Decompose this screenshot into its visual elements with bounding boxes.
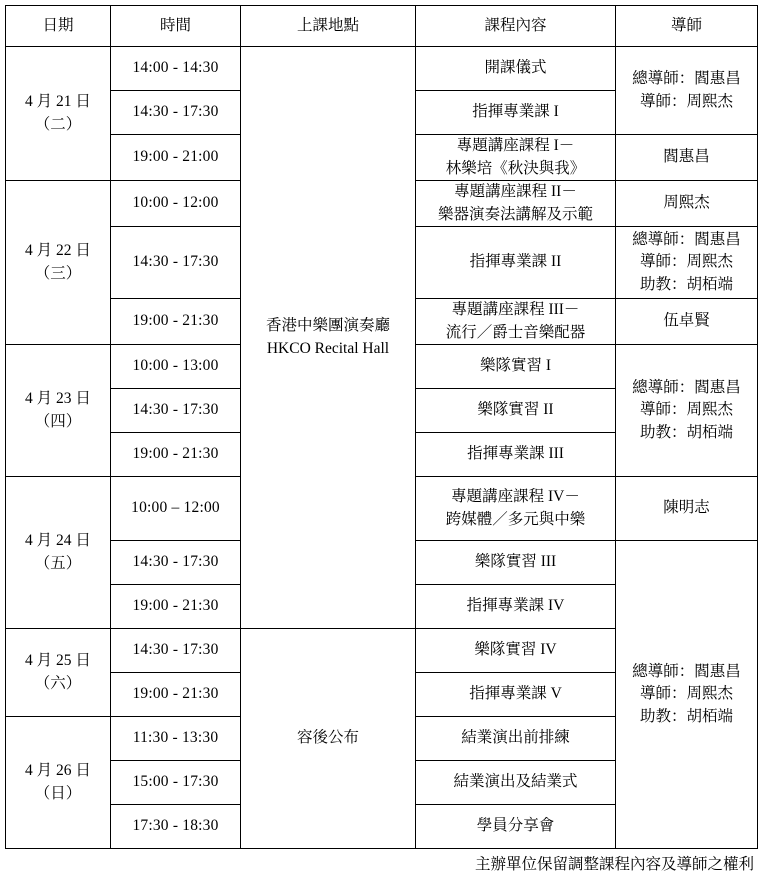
course-cell: 專題講座課程 III－ 流行／爵士音樂配器	[416, 299, 616, 345]
time-cell: 19:00 - 21:30	[111, 585, 241, 629]
course-cell: 指揮專業課 II	[416, 227, 616, 299]
time-cell: 14:30 - 17:30	[111, 629, 241, 673]
tutor-cell: 周熙杰	[616, 181, 758, 227]
time-cell: 19:00 - 21:30	[111, 299, 241, 345]
table-row	[6, 47, 758, 91]
time-cell: 19:00 - 21:00	[111, 135, 241, 181]
header-time: 時間	[111, 6, 241, 47]
header-row	[6, 6, 758, 47]
date-cell-0425: 4 月 25 日 （六）	[6, 629, 111, 717]
time-cell: 14:30 - 17:30	[111, 389, 241, 433]
time-cell: 15:00 - 17:30	[111, 761, 241, 805]
table-header	[6, 6, 758, 47]
course-cell: 指揮專業課 IV	[416, 585, 616, 629]
course-cell: 結業演出前排練	[416, 717, 616, 761]
schedule-page	[0, 5, 762, 886]
course-cell: 學員分享會	[416, 805, 616, 849]
time-cell: 10:00 - 13:00	[111, 345, 241, 389]
course-cell: 專題講座課程 IV－ 跨媒體／多元與中樂	[416, 477, 616, 541]
course-cell: 樂隊實習 II	[416, 389, 616, 433]
date-cell-0422: 4 月 22 日 （三）	[6, 181, 111, 345]
footnote-disclaimer: 主辦單位保留調整課程內容及導師之權利	[474, 856, 754, 873]
course-cell: 專題講座課程 II－ 樂器演奏法講解及示範	[416, 181, 616, 227]
course-cell: 指揮專業課 I	[416, 91, 616, 135]
time-cell: 11:30 - 13:30	[111, 717, 241, 761]
course-cell: 指揮專業課 V	[416, 673, 616, 717]
course-cell: 指揮專業課 III	[416, 433, 616, 477]
time-cell: 17:30 - 18:30	[111, 805, 241, 849]
header-tutor: 導師	[616, 6, 758, 47]
time-cell: 19:00 - 21:30	[111, 433, 241, 477]
tutor-cell: 總導師：閻惠昌 導師：周熙杰	[616, 47, 758, 135]
time-cell: 14:30 - 17:30	[111, 91, 241, 135]
course-cell: 樂隊實習 IV	[416, 629, 616, 673]
tutor-cell: 陳明志	[616, 477, 758, 541]
tutor-cell: 伍卓賢	[616, 299, 758, 345]
time-cell: 10:00 – 12:00	[111, 477, 241, 541]
course-cell: 樂隊實習 I	[416, 345, 616, 389]
date-cell-0421: 4 月 21 日 （二）	[6, 47, 111, 181]
header-venue: 上課地點	[241, 6, 416, 47]
course-cell: 結業演出及結業式	[416, 761, 616, 805]
date-cell-0424: 4 月 24 日 （五）	[6, 477, 111, 629]
venue-cell-tba: 容後公布	[241, 629, 416, 849]
table-body	[6, 47, 758, 849]
time-cell: 14:30 - 17:30	[111, 227, 241, 299]
date-cell-0423: 4 月 23 日 （四）	[6, 345, 111, 477]
time-cell: 10:00 - 12:00	[111, 181, 241, 227]
date-cell-0426: 4 月 26 日 （日）	[6, 717, 111, 849]
time-cell: 14:00 - 14:30	[111, 47, 241, 91]
tutor-cell: 閻惠昌	[616, 135, 758, 181]
course-cell: 開課儀式	[416, 47, 616, 91]
header-course: 課程內容	[416, 6, 616, 47]
time-cell: 14:30 - 17:30	[111, 541, 241, 585]
course-schedule-table	[5, 5, 758, 849]
tutor-cell: 總導師：閻惠昌 導師：周熙杰 助教：胡栢端	[616, 541, 758, 849]
tutor-cell: 總導師：閻惠昌 導師：周熙杰 助教：胡栢端	[616, 345, 758, 477]
time-cell: 19:00 - 21:30	[111, 673, 241, 717]
course-cell: 樂隊實習 III	[416, 541, 616, 585]
course-cell: 專題講座課程 I－ 林樂培《秋決與我》	[416, 135, 616, 181]
venue-cell-hkco: 香港中樂團演奏廳 HKCO Recital Hall	[241, 47, 416, 629]
header-date: 日期	[6, 6, 111, 47]
tutor-cell: 總導師：閻惠昌 導師：周熙杰 助教：胡栢端	[616, 227, 758, 299]
